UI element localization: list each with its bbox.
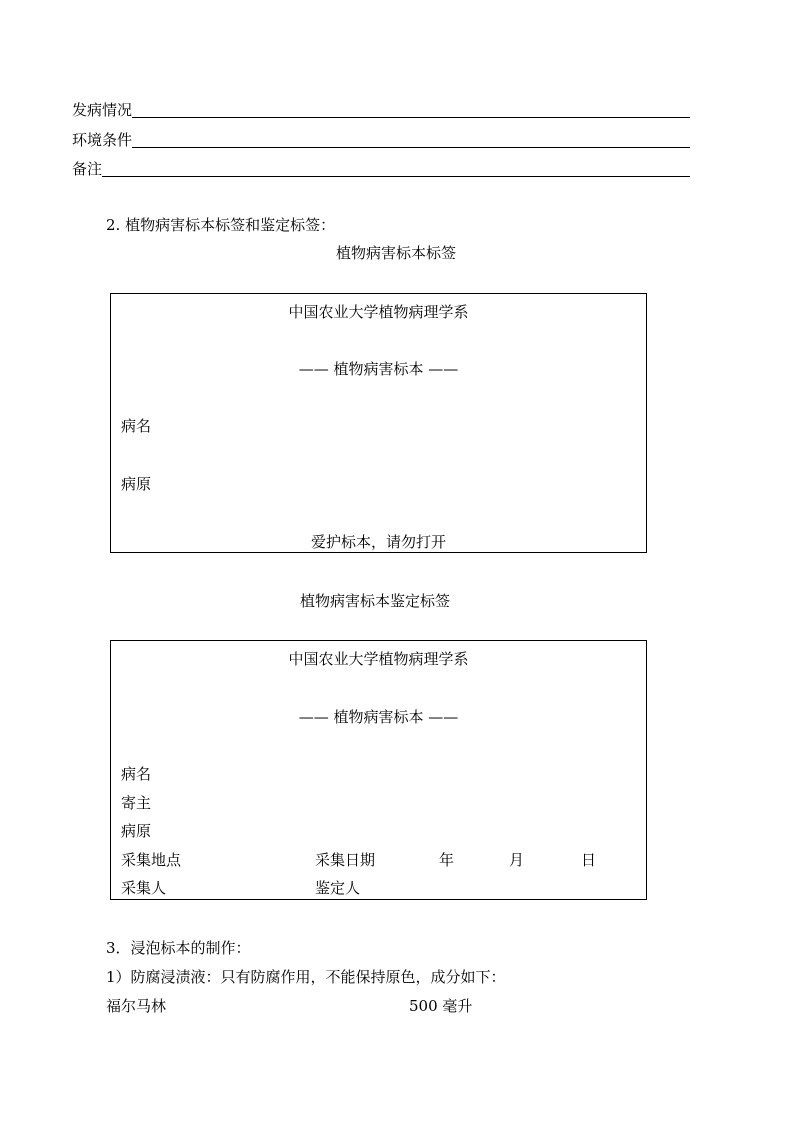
label-subtitle: —— 植物病害标本 ——	[298, 360, 459, 378]
pathogen-label: 病原	[121, 475, 152, 493]
year-label: 年	[439, 851, 455, 869]
identifier-label: 鉴定人	[315, 879, 361, 897]
label2-title: 植物病害标本鉴定标签	[300, 592, 451, 610]
field-label: 环境条件	[72, 131, 133, 149]
month-label: 月	[509, 851, 525, 869]
fill-line	[132, 117, 690, 118]
date-label: 采集日期	[315, 851, 376, 869]
fill-line	[132, 147, 690, 148]
label-footer: 爱护标本，请勿打开	[310, 533, 446, 551]
label-subtitle: —— 植物病害标本 ——	[298, 708, 459, 726]
field-label: 发病情况	[72, 101, 133, 119]
day-label: 日	[581, 851, 597, 869]
ingredient-amount: 500 毫升	[409, 997, 473, 1015]
field-notes	[72, 158, 690, 178]
field-environment	[72, 129, 690, 149]
section3-item1: 1）防腐浸渍液：只有防腐作用，不能保持原色，成分如下：	[106, 968, 506, 986]
ingredient-name: 福尔马林	[106, 997, 167, 1015]
collector-label: 采集人	[121, 879, 167, 897]
fill-line	[102, 176, 690, 177]
institution-name: 中国农业大学植物病理学系	[288, 303, 469, 321]
location-label: 采集地点	[121, 851, 182, 869]
section3-heading: 3．浸泡标本的制作：	[106, 939, 251, 957]
identification-label-box	[110, 640, 647, 900]
institution-name: 中国农业大学植物病理学系	[288, 650, 469, 668]
disease-name-label: 病名	[121, 765, 152, 783]
specimen-label-box	[110, 293, 647, 553]
label1-title: 植物病害标本标签	[336, 244, 457, 262]
host-label: 寄主	[121, 794, 152, 812]
field-label: 备注	[72, 160, 103, 178]
disease-name-label: 病名	[121, 417, 152, 435]
section2-heading: 2. 植物病害标本标签和鉴定标签：	[106, 216, 336, 234]
pathogen-label: 病原	[121, 822, 152, 840]
field-disease-status	[72, 99, 690, 119]
